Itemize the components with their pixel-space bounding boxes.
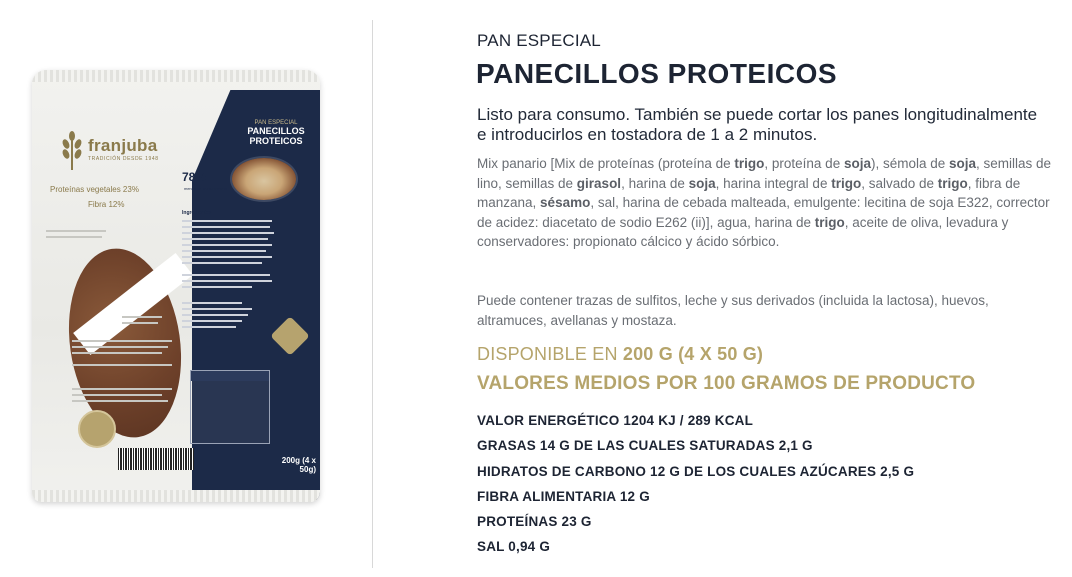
nutrition-heading: VALORES MEDIOS POR 100 GRAMOS DE PRODUCTO xyxy=(477,373,976,394)
allergen-word: soja xyxy=(949,156,977,171)
ingredient-text-run: ), sémola de xyxy=(870,156,950,171)
package-nutrition-box xyxy=(190,370,270,444)
nutrition-row: HIDRATOS DE CARBONO 12 G DE LOS CUALES AZÚCARES 2,5 G xyxy=(477,464,915,479)
allergen-word: trigo xyxy=(831,175,862,191)
package-carb-label: menos de carbohidratos xyxy=(184,186,227,191)
allergen-word: soja xyxy=(843,156,871,171)
product-package-image xyxy=(22,60,332,512)
package-crimp-top xyxy=(32,70,320,82)
column-divider xyxy=(372,20,373,568)
ingredient-text-run: Mix panario [Mix de proteínas (proteína de xyxy=(477,156,735,171)
package-title-line1: PAN ESPECIAL xyxy=(254,120,298,126)
nutrition-row: GRASAS 14 G DE LAS CUALES SATURADAS 2,1 G xyxy=(477,438,813,453)
ingredient-text-run: , harina de xyxy=(621,175,689,191)
ingredient-text-run: , sal, harina de cebada malteada, emulgente: lecitina de soja E322, corrector de acidez: diacetato de sodio E262 (ii)], agua, harina de xyxy=(477,195,1050,230)
sandwich-photo xyxy=(232,158,296,200)
package-proteinas: Proteínas vegetales 23% xyxy=(50,185,139,194)
package-fibra: Fibra 12% xyxy=(88,200,125,209)
ingredient-text-run: , harina integral de xyxy=(715,175,832,191)
package-crimp-bottom xyxy=(32,490,320,502)
availability xyxy=(477,344,763,365)
nutrition-row: FIBRA ALIMENTARIA 12 G xyxy=(477,489,650,504)
wheat-logo-icon xyxy=(60,130,84,170)
product-category: PAN ESPECIAL xyxy=(477,31,601,50)
ingredients-text xyxy=(477,154,1057,252)
ingredient-text-run: , fibra de manzana, xyxy=(477,175,1021,210)
package-brand: franjuba xyxy=(88,136,158,155)
ingredient-text-run: , semillas de lino, semillas de xyxy=(477,156,1052,191)
nutrition-row: SAL 0,94 G xyxy=(477,539,551,554)
allergen-word: soja xyxy=(688,175,716,191)
allergen-word: sésamo xyxy=(540,195,591,210)
package-brand-tagline: TRADICIÓN DESDE 1948 xyxy=(88,156,159,162)
barcode xyxy=(118,448,194,470)
package-bag xyxy=(32,70,320,502)
allergen-word: girasol xyxy=(576,175,622,191)
nutrition-row: VALOR ENERGÉTICO 1204 KJ / 289 KCAL xyxy=(477,413,754,428)
package-title-line2: PANECILLOS PROTEICOS xyxy=(247,126,305,146)
ingredient-text-run: , aceite de oliva, levadura y conservadores: propionato cálcico y ácido sórbico. xyxy=(477,214,1009,249)
package-gold-seal xyxy=(78,410,116,448)
allergen-traces: Puede contener trazas de sulfitos, leche y sus derivados (incluida la lactosa), huevos, altramuces, avellanas y mostaza. xyxy=(477,293,989,328)
package-carb-percent: 78% xyxy=(182,170,207,184)
allergen-word: trigo xyxy=(937,175,968,191)
package-title xyxy=(236,120,316,146)
product-usage: Listo para consumo. También se puede cortar los panes longitudinalmente e introducirlos en tostadora de 1 a 2 minutos. xyxy=(477,105,1038,144)
allergen-word: trigo xyxy=(814,214,845,230)
ingredient-text-run: , salvado de xyxy=(861,175,938,191)
availability-label: DISPONIBLE EN xyxy=(477,344,618,364)
nutrition-row: PROTEÍNAS 23 G xyxy=(477,514,592,529)
package-ingredients-heading: Ingredientes xyxy=(182,210,212,216)
availability-value: 200 G (4 X 50 G) xyxy=(622,344,764,364)
allergen-word: trigo xyxy=(734,156,765,171)
package-weight: 200g (4 x 50g) xyxy=(281,456,316,474)
product-title: PANECILLOS PROTEICOS xyxy=(476,58,838,89)
ingredient-text-run: , proteína de xyxy=(764,156,844,171)
